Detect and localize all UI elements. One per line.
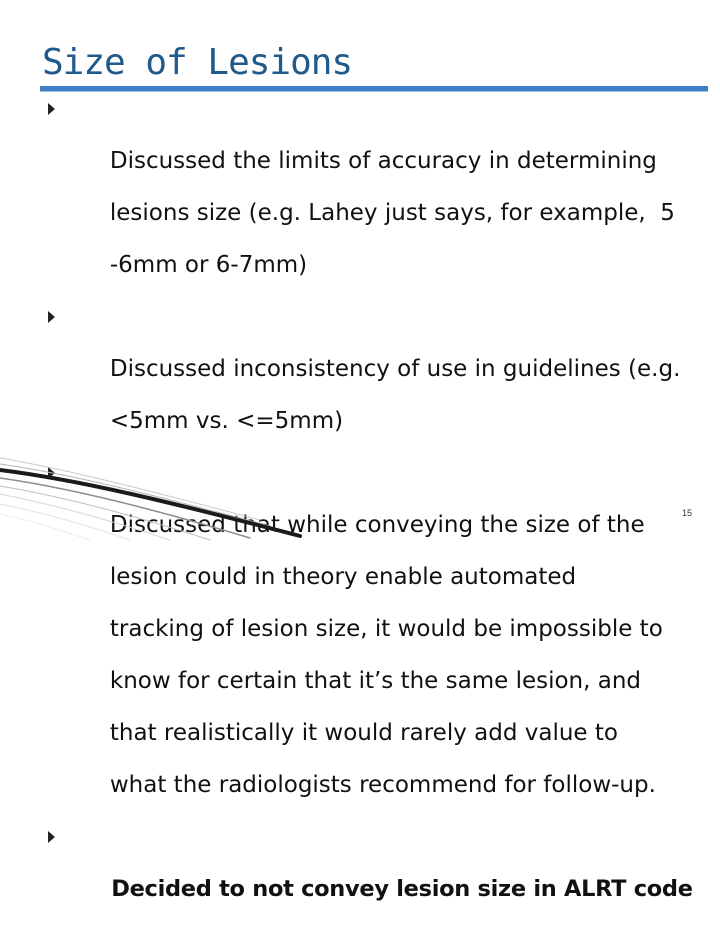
bullet-line: Discussed inconsistency of use in guidelines (e.g.: [109, 356, 681, 382]
bullet-line: lesions size (e.g. Lahey just says, for example, 5: [109, 200, 675, 226]
bullet-line: Discussed that while conveying the size of the: [109, 512, 645, 538]
triangle-bullet-icon: [48, 103, 55, 115]
bullet-item: [56, 304, 720, 460]
triangle-bullet-icon: [48, 831, 55, 843]
bullet-line: <5mm vs. <=5mm): [109, 408, 344, 434]
slide-title: Size of Lesions: [42, 42, 353, 83]
bullet-line: tracking of lesion size, it would be impossible to: [109, 616, 663, 642]
bullet-line: -6mm or 6-7mm): [109, 252, 308, 278]
bullet-line: know for certain that it’s the same lesion, and: [109, 668, 642, 694]
bullet-line: that realistically it would rarely add value to: [109, 720, 618, 746]
bullet-item: [56, 96, 720, 304]
bullet-line: Decided to not convey lesion size in ALRT code: [111, 876, 693, 902]
title-underline-shadow: [40, 91, 708, 92]
bullet-line: lesion could in theory enable automated: [109, 564, 577, 590]
bullet-line: what the radiologists recommend for follow-up.: [109, 772, 656, 798]
bullet-line: Discussed the limits of accuracy in determining: [109, 148, 657, 174]
triangle-bullet-icon: [48, 311, 55, 323]
bullet-item-conclusion: [56, 824, 720, 928]
swoosh-decoration: [0, 448, 330, 540]
page-number: 15: [681, 508, 692, 518]
